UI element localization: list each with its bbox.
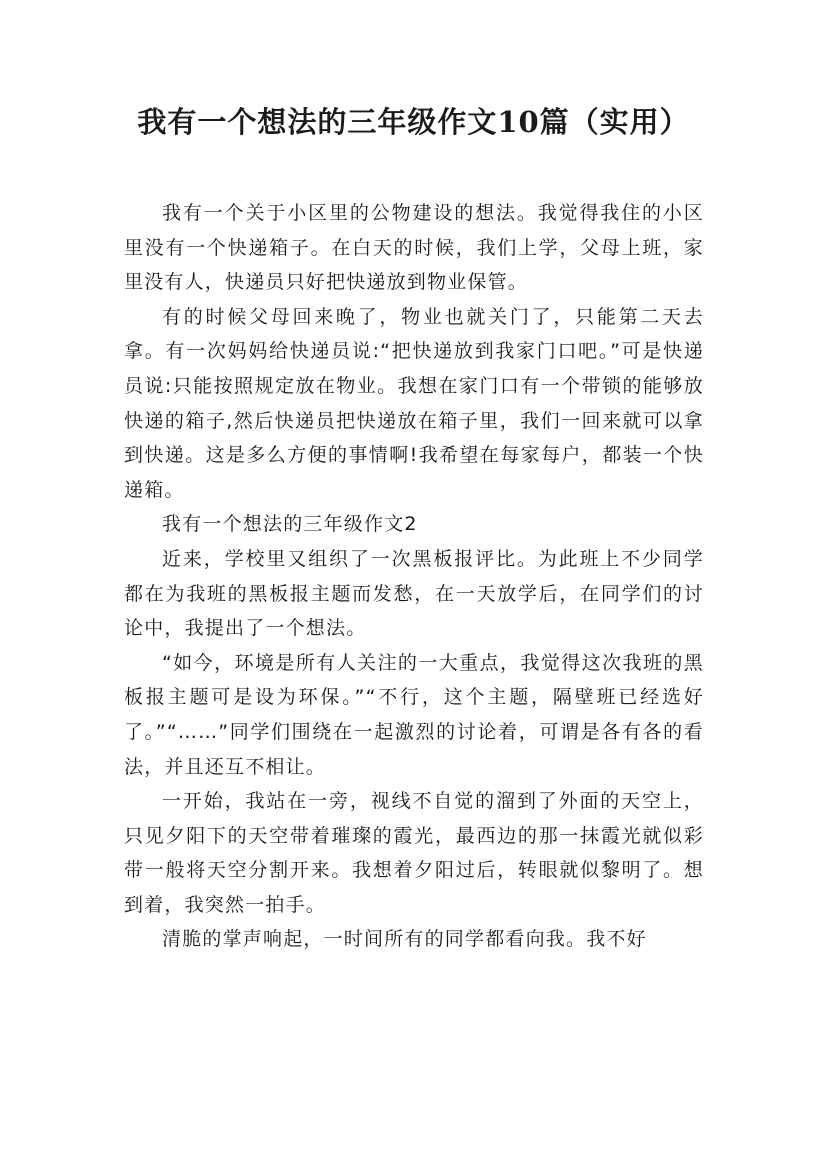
paragraph: 清脆的掌声响起，一时间所有的同学都看向我。我不好 — [162, 928, 647, 951]
paragraph: 近来，学校里又组织了一次黑板报评比。为此班上不少同学都在为我班的黑板报主题而发愁，在一天放学后，在同学们的讨论中，我提出了一个想法。 — [124, 547, 704, 640]
document-title: 我有一个想法的三年级作文10篇（实用） — [137, 105, 690, 139]
paragraph: 一开始，我站在一旁，视线不自觉的溜到了外面的天空上，只见夕阳下的天空带着璀璨的霞光，最西边的那一抹霞光就似彩带一般将天空分割开来。我想着夕阳过后，转眼就似黎明了。想到着，我突然一拍手。 — [124, 790, 704, 916]
section-heading: 我有一个想法的三年级作文2 — [162, 513, 418, 536]
paragraph: 有的时候父母回来晚了，物业也就关门了，只能第二天去拿。有一次妈妈给快递员说:“把快递放到我家门口吧。”可是快递员说:只能按照规定放在物业。我想在家门口有一个带锁的能够放快递的箱子,然后快递员把快递放在箱子里，我们一回来就可以拿到快递。这是多么方便的事情啊!我希望在每家每户，都装一个快递箱。 — [124, 305, 704, 501]
paragraph: “如今，环境是所有人关注的一大重点，我觉得这次我班的黑板报主题可是设为环保。”“不行，这个主题，隔壁班已经选好了。”“……”同学们围绕在一起激烈的讨论着，可谓是各有各的看法，并且还互不相让。 — [124, 651, 704, 778]
document-body — [124, 196, 704, 957]
paragraph: 我有一个关于小区里的公物建设的想法。我觉得我住的小区里没有一个快递箱子。在白天的时候，我们上学，父母上班，家里没有人，快递员只好把快递放到物业保管。 — [124, 202, 704, 294]
